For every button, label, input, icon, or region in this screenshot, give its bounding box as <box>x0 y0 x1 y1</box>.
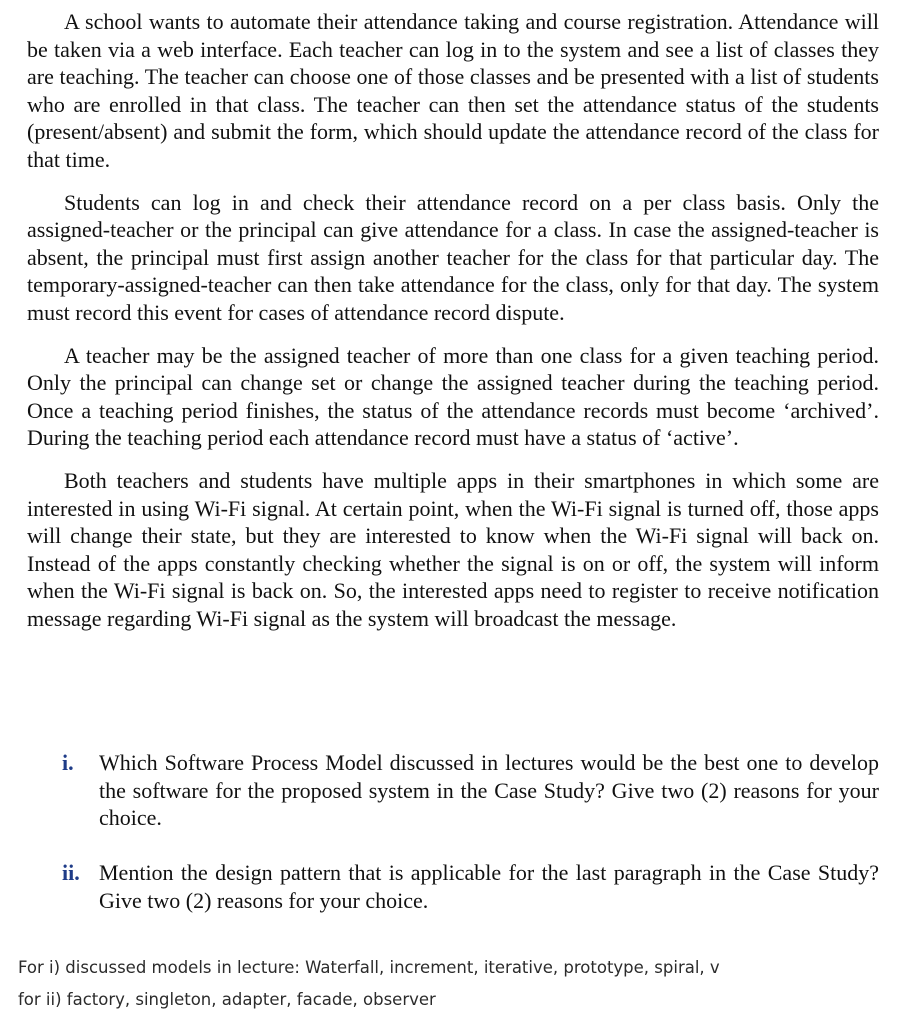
case-study-paragraph-2: Students can log in and check their attendance record on a per class basis. Only the assigned-teacher or the principal can give attendance for a class. In case the assigned-teacher is absent, the principal must first assign another teacher for the class for that particular day. The temporary-assigned-teacher can then take attendance for the class, only for that day. The system must record this event for cases of attendance record dispute. <box>27 189 879 325</box>
question-2-text: Mention the design pattern that is applicable for the last paragraph in the Case Study? Give two (2) reasons for your choice. <box>99 860 879 913</box>
question-2-number: ii. <box>62 860 80 885</box>
case-study-paragraph-4: Both teachers and students have multiple apps in their smartphones in which some are interested in using Wi-Fi signal. At certain point, when the Wi-Fi signal is turned off, those apps will change their state, but they are interested to know when the Wi-Fi signal will back on. Instead of the apps constantly checking whether the signal is on or off, the system will inform when the Wi-Fi signal is back on. So, the interested apps need to register to receive notification message regarding Wi-Fi signal as the system will broadcast the message. <box>27 467 879 631</box>
note-models: For i) discussed models in lecture: Waterfall, increment, iterative, prototype, spiral, v <box>18 958 720 977</box>
question-1-text: Which Software Process Model discussed in lectures would be the best one to develop the software for the proposed system in the Case Study? Give two (2) reasons for your choice. <box>99 750 879 831</box>
question-2 <box>62 859 879 914</box>
case-study-paragraph-3: A teacher may be the assigned teacher of more than one class for a given teaching period. Only the principal can change set or change the assigned teacher during the teaching period. Once a teaching period finishes, the status of the attendance records must become ‘archived’. During the teaching period each attendance record must have a status of ‘active’. <box>27 342 879 451</box>
case-study-text <box>27 8 879 647</box>
question-1-number: i. <box>62 750 74 775</box>
question-1 <box>62 749 879 832</box>
case-study-paragraph-1: A school wants to automate their attendance taking and course registration. Attendance will be taken via a web interface. Each teacher can log in to the system and see a list of classes they are teaching. The teacher can choose one of those classes and be presented with a list of students who are enrolled in that class. The teacher can then set the attendance status of the students (present/absent) and submit the form, which should update the attendance record of the class for that time. <box>27 9 879 172</box>
note-patterns: for ii) factory, singleton, adapter, facade, observer <box>18 990 436 1009</box>
